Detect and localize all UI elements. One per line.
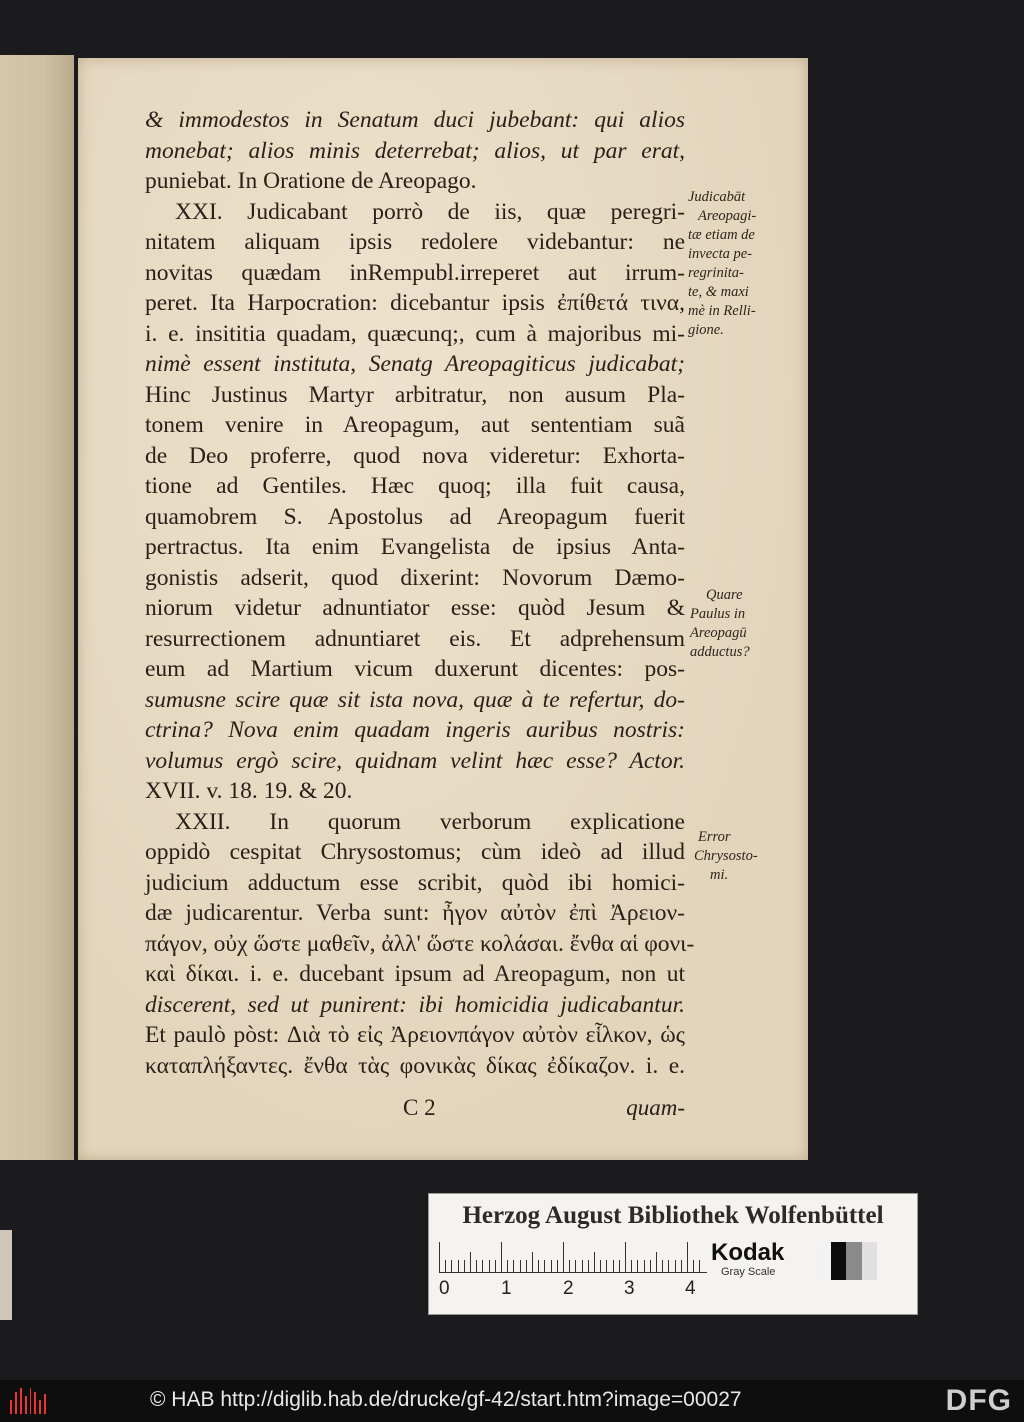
page-body-text — [145, 105, 695, 1081]
text-line: puniebat. In Oratione de Areopago. — [145, 168, 477, 194]
text-line: Et paulò pòst: Διὰ τὸ εἰς Ἀρειονπάγον αὐτὸν εἷλκον, ὡς — [145, 1022, 685, 1048]
swatch-gray — [846, 1242, 862, 1280]
ruler-tick — [569, 1260, 570, 1272]
text-line: eum ad Martium vicum duxerunt dicentes: pos- — [145, 656, 685, 682]
ruler-tick — [687, 1242, 688, 1272]
ruler-tick — [470, 1252, 471, 1272]
ruler-tick — [644, 1260, 645, 1272]
gray-scale-swatches — [815, 1242, 877, 1280]
text-line: monebat; alios minis deterrebat; alios, ut par erat, — [145, 137, 685, 164]
margin-note-line: mi. — [710, 867, 729, 883]
margin-note-line: gione. — [688, 322, 724, 338]
text-line: dæ judicarentur. Verba sunt: ἦγον αὐτὸν ἐπὶ Ἀρειον- — [145, 900, 685, 926]
ruler-tick — [464, 1260, 465, 1272]
text-line: novitas quædam inRempubl.irreperet aut irrum- — [145, 259, 685, 286]
ruler-tick — [662, 1260, 663, 1272]
book-block-edge — [0, 1230, 12, 1320]
text-line: XXI. Judicabant porrò de iis, quæ peregri- — [175, 198, 685, 225]
text-line: quamobrem S. Apostolus ad Areopagum fuerit — [145, 503, 685, 530]
margin-note-line: Chrysosto- — [694, 848, 758, 864]
ruler-tick — [637, 1260, 638, 1272]
ruler-tick — [439, 1242, 440, 1272]
ruler-number: 2 — [563, 1278, 574, 1299]
text-line: peret. Ita Harpocration: dicebantur ipsis ἐπίθετά τινα, — [145, 290, 685, 316]
kodak-brand: Kodak — [711, 1239, 785, 1266]
text-line: nimè essent instituta, Senatg Areopagiticus judicabat; — [145, 351, 685, 377]
text-line: resurrectionem adnuntiaret eis. Et adprehensum — [145, 625, 685, 652]
ruler-tick — [619, 1260, 620, 1272]
margin-note — [688, 188, 756, 340]
gray-scale-label: Gray Scale — [721, 1266, 776, 1278]
ruler-tick — [445, 1260, 446, 1272]
text-line: gonistis adserit, quod dixerint: Novorum Dæmo- — [145, 564, 685, 591]
text-line: sumusne scire quæ sit ista nova, quæ à te refertur, do- — [145, 686, 685, 713]
ruler-tick — [557, 1260, 558, 1272]
text-line: discerent, sed ut punirent: ibi homicidia judicabantur. — [145, 991, 685, 1018]
ruler-tick — [594, 1252, 595, 1272]
ruler-tick — [482, 1260, 483, 1272]
ruler-tick — [625, 1242, 626, 1272]
margin-note — [690, 586, 750, 662]
margin-note-line: Areopagū — [690, 625, 747, 641]
text-line: de Deo proferre, quod nova videretur: Exhorta- — [145, 442, 685, 469]
ruler-tick — [451, 1260, 452, 1272]
text-line: πάγον, οὐχ ὥστε μαθεῖν, ἀλλ' ὥστε κολάσαι. ἔνθα αἱ φονι- — [145, 930, 695, 957]
ruler-tick — [575, 1260, 576, 1272]
ruler-tick — [656, 1252, 657, 1272]
ruler-tick — [526, 1260, 527, 1272]
margin-note-line: Quare — [706, 587, 743, 603]
swatch-black — [831, 1242, 847, 1280]
ruler-tick — [693, 1260, 694, 1272]
ruler-tick — [699, 1260, 700, 1272]
scale-ruler — [439, 1242, 707, 1273]
ruler-tick — [588, 1260, 589, 1272]
text-line: ctrina? Nova enim quadam ingeris auribus nostris: — [145, 717, 685, 743]
ruler-tick — [520, 1260, 521, 1272]
ruler-tick — [675, 1260, 676, 1272]
ruler-tick — [489, 1260, 490, 1272]
text-line: niorum videtur adnuntiator esse: quòd Jesum & — [145, 595, 685, 621]
ruler-tick — [650, 1260, 651, 1272]
text-line: tonem venire in Areopagum, aut sententiam suã — [145, 412, 685, 438]
hab-logo-icon — [10, 1388, 46, 1414]
ruler-number: 1 — [501, 1278, 512, 1299]
catchword: quam- — [626, 1095, 685, 1120]
ruler-tick — [538, 1260, 539, 1272]
text-line: καταπλήξαντες. ἔνθα τὰς φονικὰς δίκας ἐδίκαζον. i. e. — [145, 1052, 685, 1079]
ruler-tick — [544, 1260, 545, 1272]
ruler-tick — [551, 1260, 552, 1272]
dfg-logo: DFG — [945, 1384, 1012, 1417]
ruler-number: 4 — [685, 1278, 696, 1299]
margin-note-line: te, & maxi — [688, 284, 749, 300]
ruler-tick — [668, 1260, 669, 1272]
copyright-link[interactable]: © HAB http://diglib.hab.de/drucke/gf-42/start.htm?image=00027 — [150, 1388, 742, 1411]
ruler-tick — [458, 1260, 459, 1272]
viewer-footer — [0, 1380, 1024, 1422]
margin-note-line: Areopagi- — [698, 208, 757, 224]
text-line: καὶ δίκαι. i. e. ducebant ipsum ad Areopagum, non ut — [145, 961, 685, 987]
text-line: i. e. insititia quadam, quæcunq;, cum à majoribus mi- — [145, 320, 685, 347]
swatch-white — [815, 1242, 831, 1280]
swatch-light — [862, 1242, 878, 1280]
margin-note-line: Paulus in — [690, 606, 746, 622]
margin-note-line: invecta pe- — [688, 246, 753, 262]
text-line: pertractus. Ita enim Evangelista de ipsius Anta- — [145, 534, 685, 560]
ruler-tick — [631, 1260, 632, 1272]
ruler-tick — [582, 1260, 583, 1272]
ruler-tick — [681, 1260, 682, 1272]
margin-note-line: Error — [698, 829, 731, 845]
ruler-tick — [613, 1260, 614, 1272]
text-line: Hinc Justinus Martyr arbitratur, non ausum Pla- — [145, 381, 685, 408]
ruler-tick — [532, 1252, 533, 1272]
library-name: Herzog August Bibliothek Wolfenbüttel — [462, 1202, 884, 1229]
text-line: & immodestos in Senatum duci jubebant: qui alios — [145, 107, 685, 133]
ruler-tick — [507, 1260, 508, 1272]
text-line: nitatem aliquam ipsis redolere videbantur: ne — [145, 229, 685, 255]
text-line: tione ad Gentiles. Hæc quoq; illa fuit causa, — [145, 473, 685, 499]
signature-mark: C 2 — [403, 1095, 436, 1120]
ruler-tick — [476, 1260, 477, 1272]
ruler-tick — [501, 1242, 502, 1272]
margin-note — [694, 828, 758, 885]
ruler-number: 3 — [624, 1278, 635, 1299]
margin-note-line: mè in Relli- — [688, 303, 756, 319]
library-label-card — [428, 1193, 918, 1315]
margin-note-line: adductus? — [690, 644, 750, 660]
ruler-tick — [606, 1260, 607, 1272]
margin-note-line: Judicabāt — [688, 189, 746, 205]
text-line: volumus ergò scire, quidnam velint hæc esse? Actor. — [145, 747, 685, 774]
ruler-tick — [563, 1242, 564, 1272]
text-line: judicium adductum esse scribit, quòd ibi homici- — [145, 869, 685, 896]
ruler-tick — [600, 1260, 601, 1272]
text-line: XXII. In quorum verborum explicatione — [175, 808, 685, 835]
margin-note-line: tæ etiam de — [688, 227, 755, 243]
ruler-tick — [495, 1260, 496, 1272]
facing-page-edge — [0, 55, 74, 1160]
text-line: XVII. v. 18. 19. & 20. — [145, 778, 353, 804]
text-line: oppidò cespitat Chrysostomus; cùm ideò ad illud — [145, 839, 685, 865]
ruler-number: 0 — [439, 1278, 450, 1299]
ruler-tick — [513, 1260, 514, 1272]
margin-note-line: regrinita- — [688, 265, 744, 281]
